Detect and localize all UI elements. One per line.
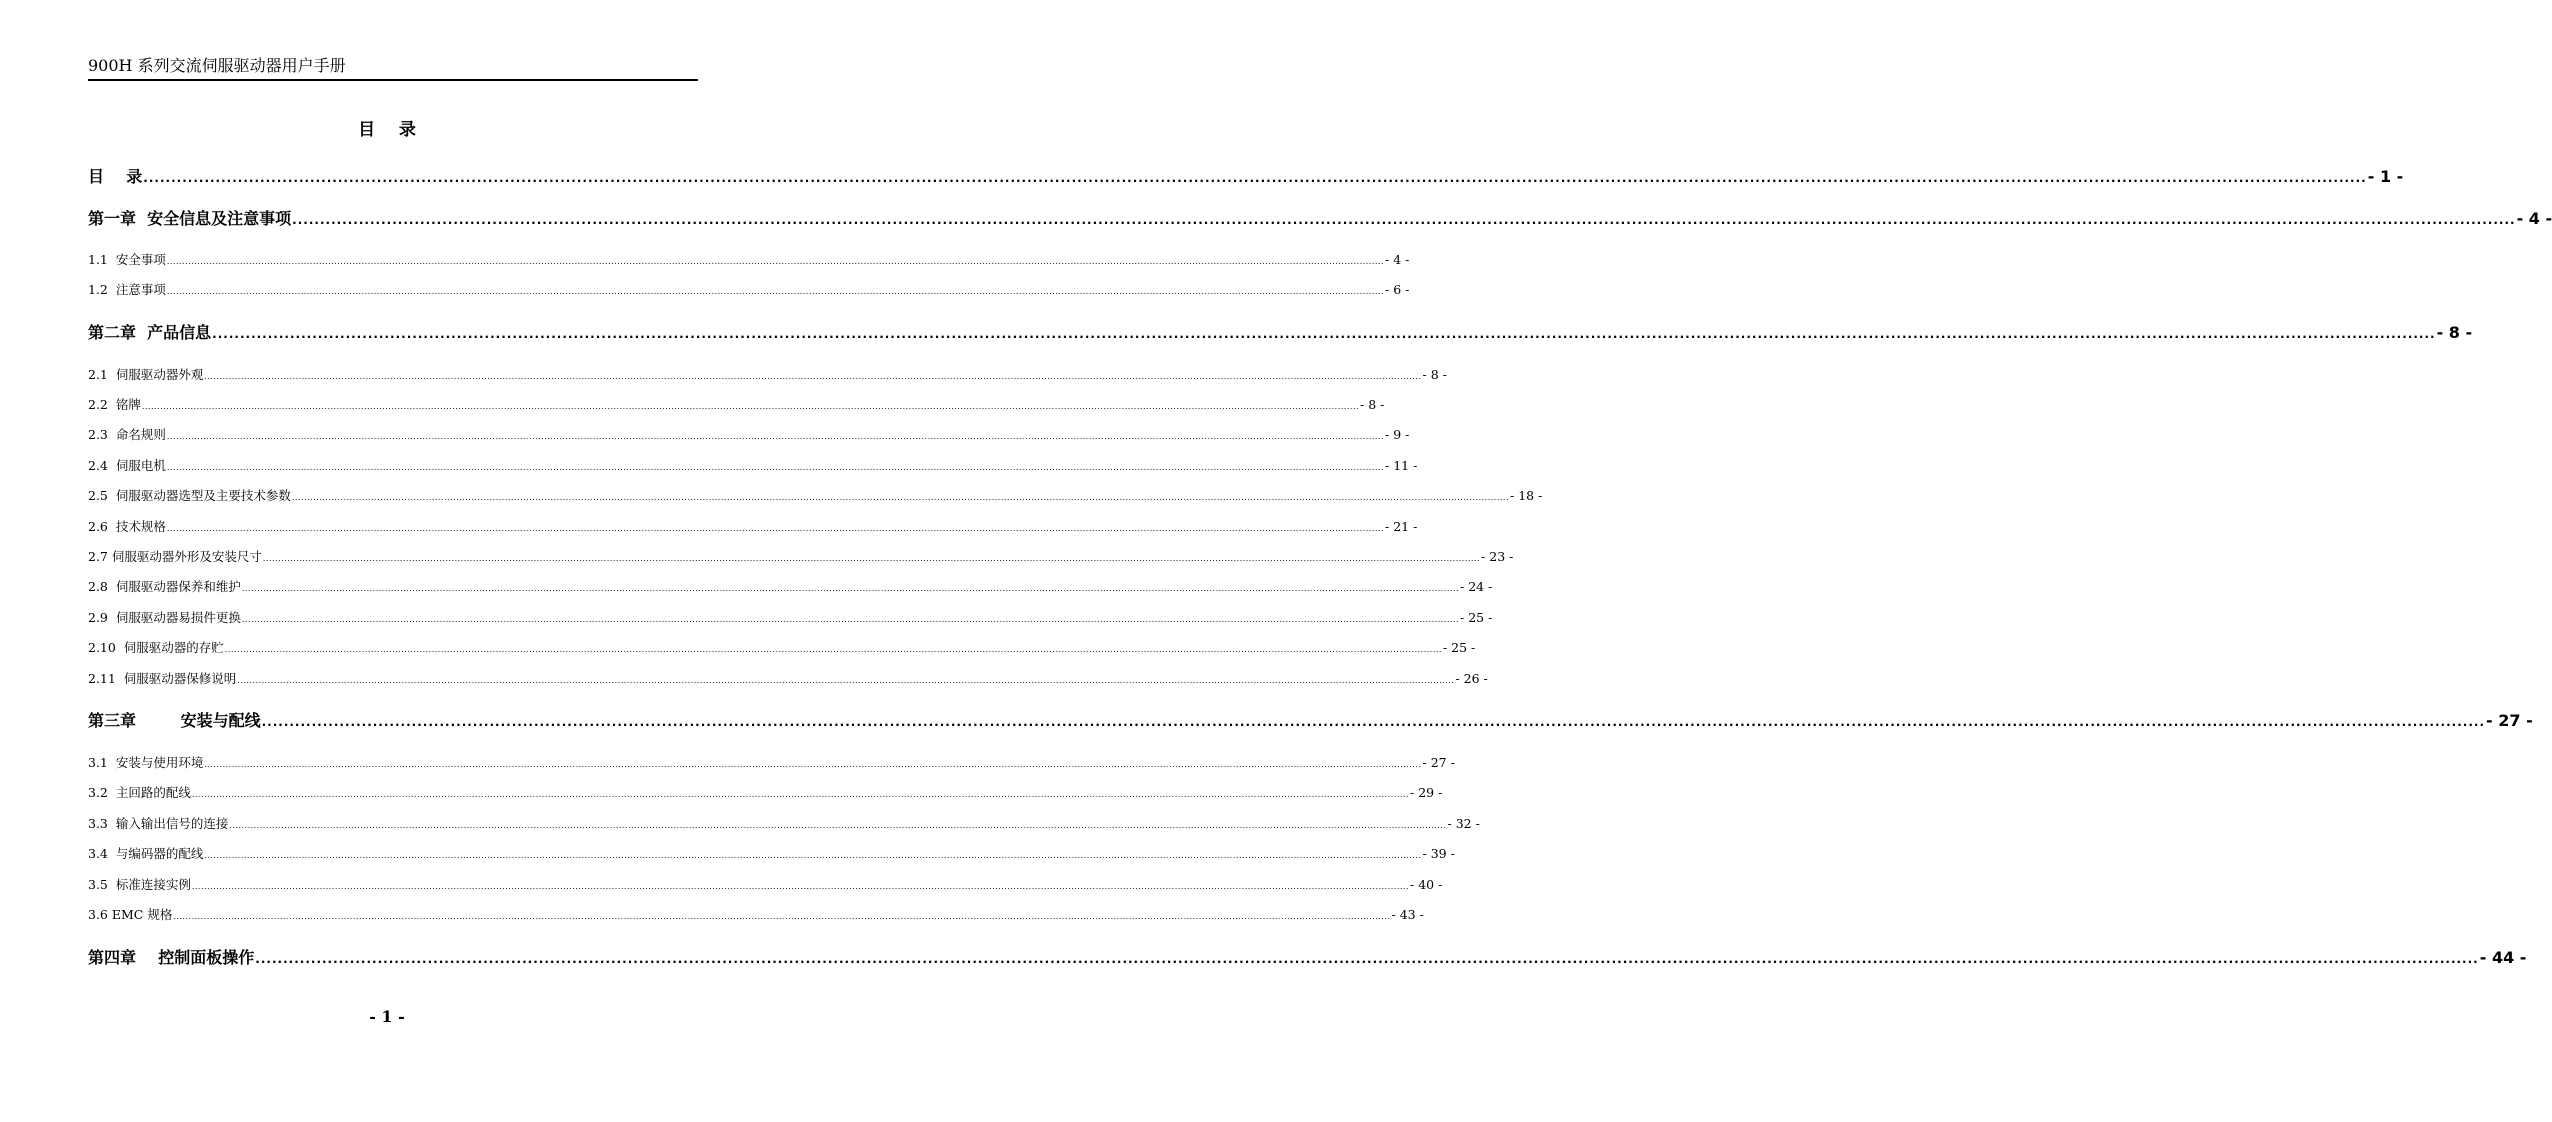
toc-entry-page: - 9 -: [1385, 427, 1410, 442]
toc-entry-page: - 24 -: [1460, 579, 1493, 594]
toc-section-entry[interactable]: [88, 670, 1488, 688]
toc-section-entry[interactable]: [88, 366, 1447, 384]
toc-entry-title: 第二章 产品信息: [88, 323, 212, 342]
header-rule: [88, 79, 698, 81]
toc-leader-dots: ................................................................................................................................................................................................................................................................................................................................................................................................................: [204, 372, 1422, 381]
toc-entry-title: 2.3 命名规则: [88, 427, 166, 442]
toc-leader-dots: ................................................................................................................................................................................................................................................................................................................................................................................................................: [241, 584, 1460, 593]
toc-entry-title: 2.2 铭牌: [88, 397, 141, 412]
toc-chapter-entry[interactable]: [88, 710, 2533, 732]
toc-leader-dots: ................................................................................................................................................................................................................................................................................................................................................................................................................: [191, 882, 1410, 891]
toc-section-entry[interactable]: [88, 578, 1493, 596]
toc-leader-dots: ................................................................................................................................................................................................................................................................................................................................................................................................................: [173, 912, 1391, 921]
toc-entry-page: - 23 -: [1481, 549, 1514, 564]
toc-entry-title: 2.7 伺服驱动器外形及安装尺寸: [88, 549, 262, 564]
toc-entry-page: - 18 -: [1510, 488, 1543, 503]
toc-chapter-entry[interactable]: [88, 208, 2552, 230]
toc-leader-dots: ................................................................................................................................................................................................................................................................................................................................................................................................................: [204, 851, 1422, 860]
toc-entry-title: 第一章 安全信息及注意事项: [88, 209, 292, 228]
toc-entry-page: - 4 -: [2516, 209, 2552, 228]
toc-leader-dots: ................................................................................................................................................................................................................................................................................................................................................................................................................: [212, 327, 2436, 341]
toc-entry-page: - 1 -: [2367, 167, 2404, 186]
toc-section-entry[interactable]: [88, 426, 1410, 444]
toc-entry-title: 2.10 伺服驱动器的存贮: [88, 640, 224, 655]
toc-entry-page: - 39 -: [1422, 846, 1455, 861]
toc-entry-title: 2.9 伺服驱动器易损件更换: [88, 610, 241, 625]
toc-entry-page: - 26 -: [1455, 671, 1488, 686]
toc-entry-page: - 8 -: [1360, 397, 1385, 412]
toc-entry-page: - 32 -: [1447, 816, 1480, 831]
toc-leader-dots: ................................................................................................................................................................................................................................................................................................................................................................................................................: [166, 463, 1385, 472]
toc-section-entry[interactable]: [88, 876, 1443, 894]
toc-section-entry[interactable]: [88, 609, 1493, 627]
toc-entry-title: 2.11 伺服驱动器保修说明: [88, 671, 237, 686]
toc-entry-title: 2.8 伺服驱动器保养和维护: [88, 579, 241, 594]
toc-entry-page: - 44 -: [2479, 948, 2527, 967]
toc-heading: 目 录: [358, 120, 416, 140]
toc-entry-title: 目 录: [88, 167, 143, 186]
toc-leader-dots: ................................................................................................................................................................................................................................................................................................................................................................................................................: [141, 402, 1360, 411]
toc-leader-dots: ................................................................................................................................................................................................................................................................................................................................................................................................................: [241, 615, 1460, 624]
toc-entry-page: - 40 -: [1410, 877, 1443, 892]
toc-entry-title: 2.1 伺服驱动器外观: [88, 367, 204, 382]
toc-section-entry[interactable]: [88, 845, 1455, 863]
running-header: 900H 系列交流伺服驱动器用户手册: [88, 56, 346, 75]
toc-entry-page: - 11 -: [1385, 458, 1418, 473]
toc-entry-title: 3.2 主回路的配线: [88, 785, 191, 800]
toc-entry-page: - 27 -: [1422, 755, 1455, 770]
toc-section-entry[interactable]: [88, 548, 1514, 566]
toc-leader-dots: ................................................................................................................................................................................................................................................................................................................................................................................................................: [237, 676, 1455, 685]
toc-entry-title: 第四章 控制面板操作: [88, 948, 255, 967]
toc-leader-dots: ................................................................................................................................................................................................................................................................................................................................................................................................................: [191, 790, 1410, 799]
toc-leader-dots: ................................................................................................................................................................................................................................................................................................................................................................................................................: [292, 213, 2516, 227]
toc-leader-dots: ................................................................................................................................................................................................................................................................................................................................................................................................................: [143, 171, 2367, 185]
toc-leader-dots: ................................................................................................................................................................................................................................................................................................................................................................................................................: [204, 760, 1422, 769]
toc-entry-title: 3.4 与编码器的配线: [88, 846, 204, 861]
toc-entry-page: - 43 -: [1391, 907, 1424, 922]
page-number: - 1 -: [369, 1007, 405, 1026]
toc-chapter-entry[interactable]: [88, 322, 2473, 344]
toc-entry-title: 2.5 伺服驱动器选型及主要技术参数: [88, 488, 291, 503]
toc-entry-title: 2.6 技术规格: [88, 519, 166, 534]
toc-section-entry[interactable]: [88, 754, 1455, 772]
toc-section-entry[interactable]: [88, 396, 1385, 414]
toc-entry-page: - 25 -: [1442, 640, 1476, 655]
toc-entry-page: - 6 -: [1385, 282, 1410, 297]
toc-section-entry[interactable]: [88, 457, 1418, 475]
toc-section-entry[interactable]: [88, 518, 1418, 536]
toc-entry-page: - 4 -: [1385, 252, 1410, 267]
toc-leader-dots: ................................................................................................................................................................................................................................................................................................................................................................................................................: [166, 524, 1385, 533]
toc-entry-title: 3.3 输入输出信号的连接: [88, 816, 229, 831]
toc-leader-dots: ................................................................................................................................................................................................................................................................................................................................................................................................................: [291, 493, 1510, 502]
toc-entry-page: - 8 -: [2436, 323, 2473, 342]
toc-entry-page: - 8 -: [1422, 367, 1447, 382]
toc-entry-title: 3.6 EMC 规格: [88, 907, 173, 922]
toc-entry-title: 1.2 注意事项: [88, 282, 166, 297]
toc-leader-dots: ................................................................................................................................................................................................................................................................................................................................................................................................................: [261, 715, 2486, 729]
toc-entry-page: - 27 -: [2486, 711, 2533, 730]
toc-entry-title: 2.4 伺服电机: [88, 458, 166, 473]
toc-section-entry[interactable]: [88, 906, 1424, 924]
toc-entry-title: 1.1 安全事项: [88, 252, 166, 267]
toc-section-entry[interactable]: [88, 639, 1476, 657]
toc-section-entry[interactable]: [88, 815, 1480, 833]
toc-entry-title: 3.1 安装与使用环境: [88, 755, 204, 770]
toc-leader-dots: ................................................................................................................................................................................................................................................................................................................................................................................................................: [224, 645, 1442, 654]
toc-chapter-entry[interactable]: [88, 947, 2527, 969]
toc-entry-title: 第三章 安装与配线: [88, 711, 261, 730]
toc-section-entry[interactable]: [88, 251, 1410, 269]
toc-entry-page: - 25 -: [1460, 610, 1493, 625]
toc-leader-dots: ................................................................................................................................................................................................................................................................................................................................................................................................................: [166, 257, 1385, 266]
toc-entry-page: - 29 -: [1410, 785, 1443, 800]
toc-leader-dots: ................................................................................................................................................................................................................................................................................................................................................................................................................: [166, 432, 1385, 441]
toc-chapter-entry[interactable]: [88, 166, 2404, 188]
toc-section-entry[interactable]: [88, 784, 1443, 802]
toc-entry-title: 3.5 标准连接实例: [88, 877, 191, 892]
toc-leader-dots: ................................................................................................................................................................................................................................................................................................................................................................................................................: [166, 287, 1385, 296]
toc-leader-dots: ................................................................................................................................................................................................................................................................................................................................................................................................................: [255, 952, 2479, 966]
toc-section-entry[interactable]: [88, 487, 1543, 505]
toc-section-entry[interactable]: [88, 281, 1410, 299]
toc-leader-dots: ................................................................................................................................................................................................................................................................................................................................................................................................................: [229, 821, 1447, 830]
toc-leader-dots: ................................................................................................................................................................................................................................................................................................................................................................................................................: [262, 554, 1481, 563]
toc-entry-page: - 21 -: [1385, 519, 1418, 534]
